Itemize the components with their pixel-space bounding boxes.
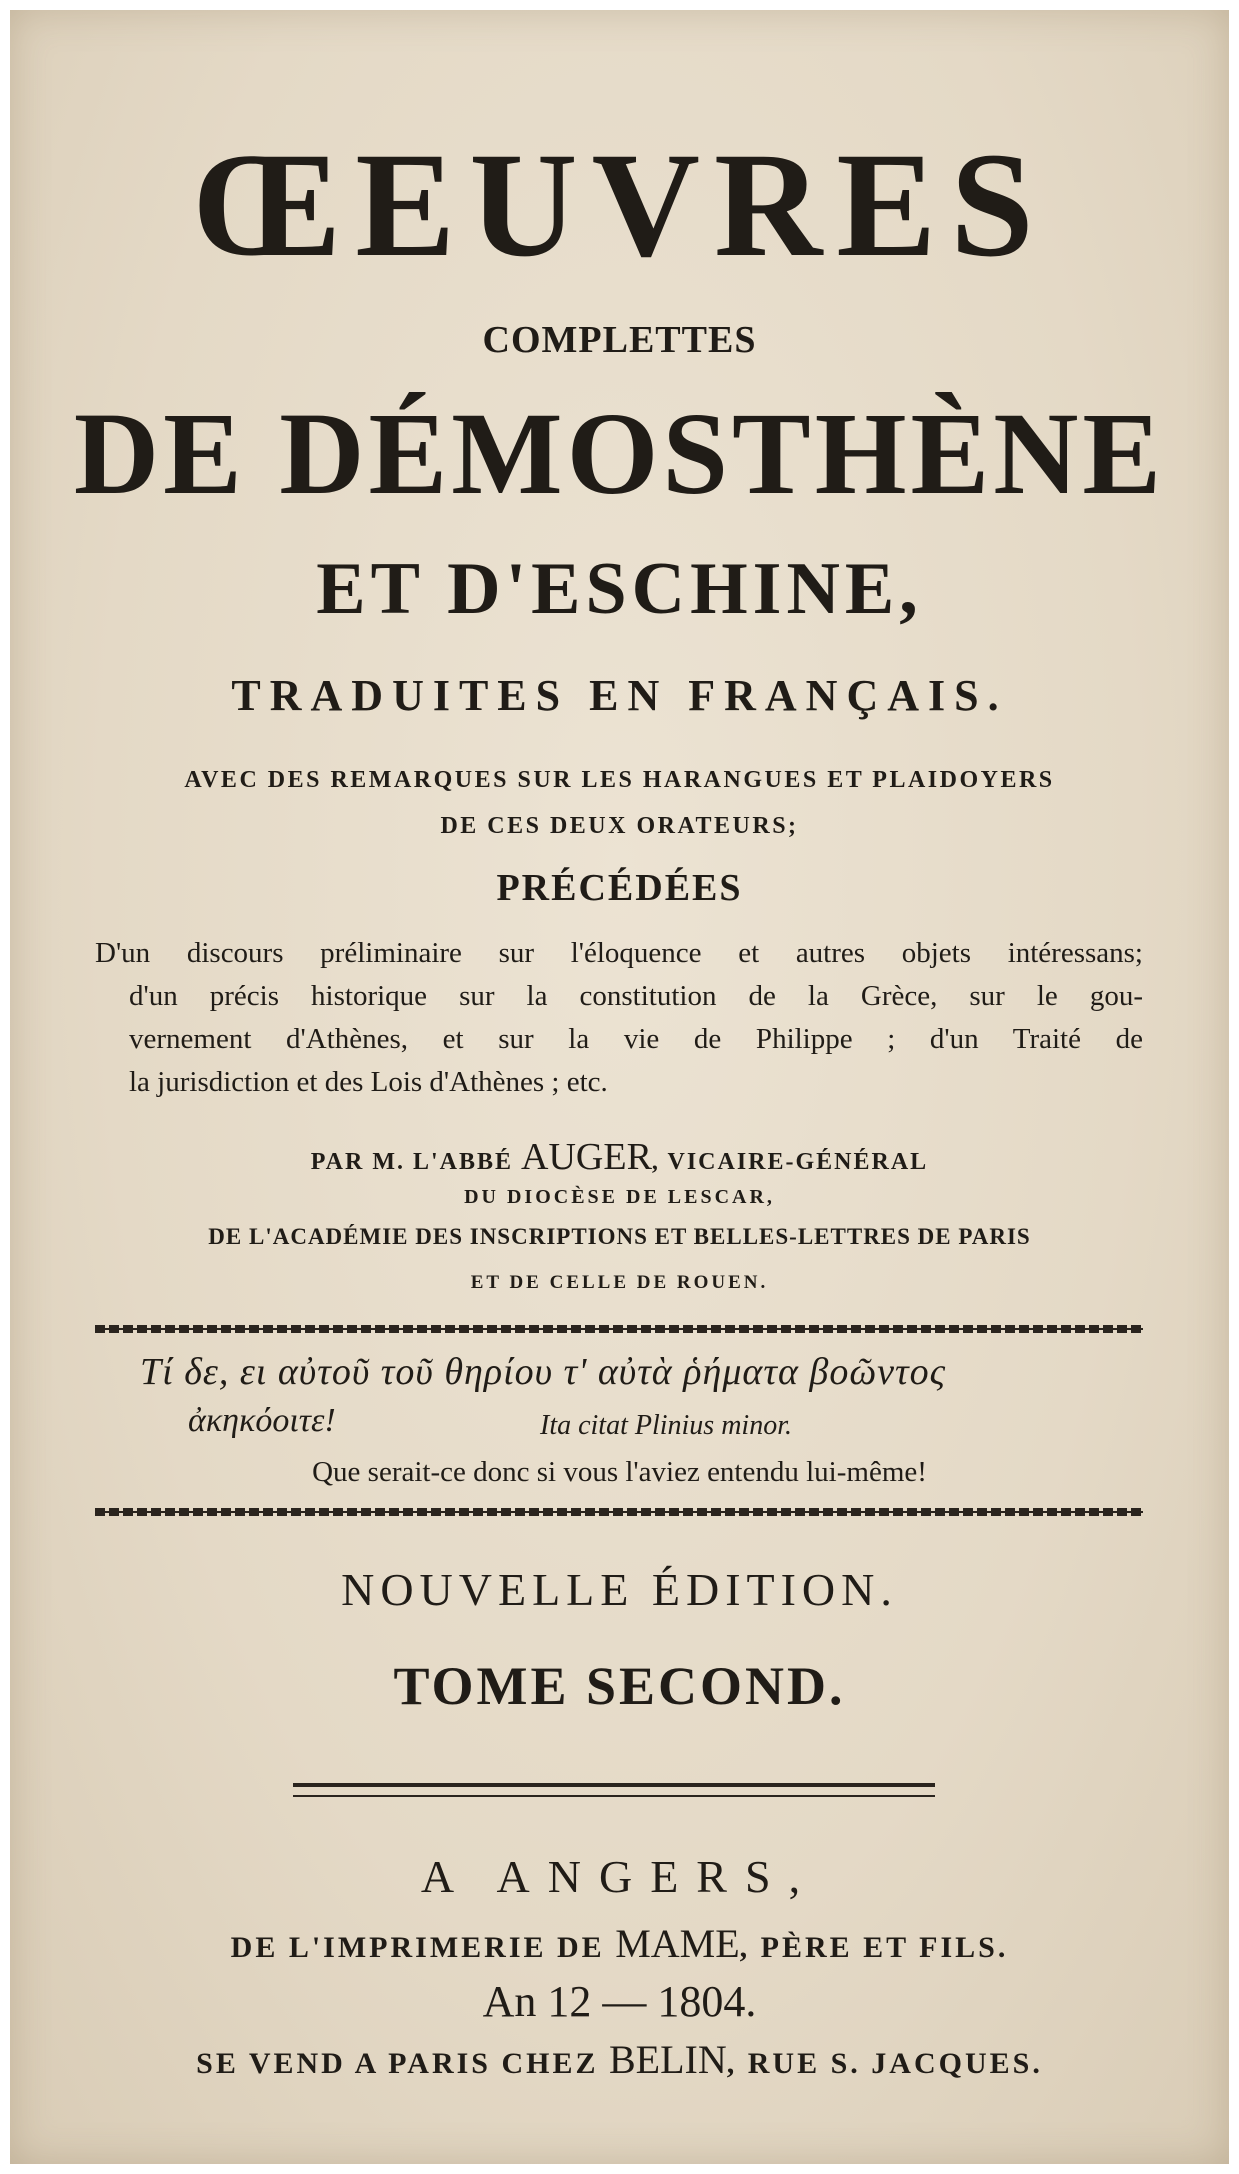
translator-title: , VICAIRE-GÉNÉRAL [651,1149,929,1175]
imprint-printer [10,1920,1229,1967]
description-line-3: vernement d'Athènes, et sur la vie de Philippe ; d'un Traité de [129,1023,1143,1055]
imprint-seller [10,2036,1229,2083]
translator-name: AUGER [521,1136,652,1178]
imprint-vend-post: , RUE S. JACQUES. [726,2047,1043,2080]
title-completes: COMPLETTES [482,319,757,361]
epigraph-citation: Ita citat Plinius minor. [540,1410,792,1441]
translator-rouen: ET DE CELLE DE ROUEN. [470,1272,769,1293]
ornamental-rule-top [95,1325,1143,1333]
imprint-vend-pre: SE VEND A PARIS CHEZ [196,2047,599,2080]
description-paragraph [95,932,1143,1104]
title-author: DE DÉMOSTHÈNE [73,388,1166,519]
imprint-printer-post: , PÈRE ET FILS. [739,1931,1009,1964]
epigraph-french: Que serait-ce donc si vous l'aviez entendu lui-même! [312,1456,927,1488]
subtitle-precedees: PRÉCÉDÉES [496,867,743,909]
imprint-printer-name: MAME [615,1921,740,1966]
translator-diocese: DU DIOCÈSE DE LESCAR, [464,1186,775,1208]
description-line-1: D'un discours préliminaire sur l'éloquence et autres objets intéressans; [95,937,1143,969]
ornamental-rule-bottom [95,1508,1143,1516]
title-page [10,10,1229,2164]
description-line-4: la jurisdiction et des Lois d'Athènes ; etc. [129,1066,608,1098]
imprint-date: An 12 — 1804. [482,1977,757,2026]
description-line-2: d'un précis historique sur la constitution de la Grèce, sur le gou- [129,980,1143,1012]
imprint-vend-name: BELIN [609,2037,727,2082]
title-second-author: ET D'ESCHINE, [316,548,923,630]
title-oeuvres: ŒEUVRES [191,122,1048,288]
edition-nouvelle: NOUVELLE ÉDITION. [341,1564,898,1615]
translator-line [10,1135,1229,1179]
subtitle-line-1: AVEC DES REMARQUES SUR LES HARANGUES ET PLAIDOYERS [184,767,1055,793]
subtitle-line-2: DE CES DEUX ORATEURS; [440,813,799,839]
title-translation: TRADUITES EN FRANÇAIS. [231,671,1008,720]
translator-academie: DE L'ACADÉMIE DES INSCRIPTIONS ET BELLES-LETTRES DE PARIS [208,1224,1031,1249]
translator-par: PAR M. L'ABBÉ [310,1149,514,1175]
edition-tome: TOME SECOND. [393,1656,846,1716]
double-rule [293,1783,935,1797]
imprint-printer-pre: DE L'IMPRIMERIE DE [230,1931,605,1964]
epigraph-greek-line-1: Τί δε, ει αὐτοῦ τοῦ θηρίου τ' αὐτὰ ῥήματα βοῶντος [140,1351,947,1393]
epigraph-greek-line-2: ἀκηκόοιτε! [188,1402,336,1439]
imprint-city: A ANGERS, [420,1851,819,1902]
